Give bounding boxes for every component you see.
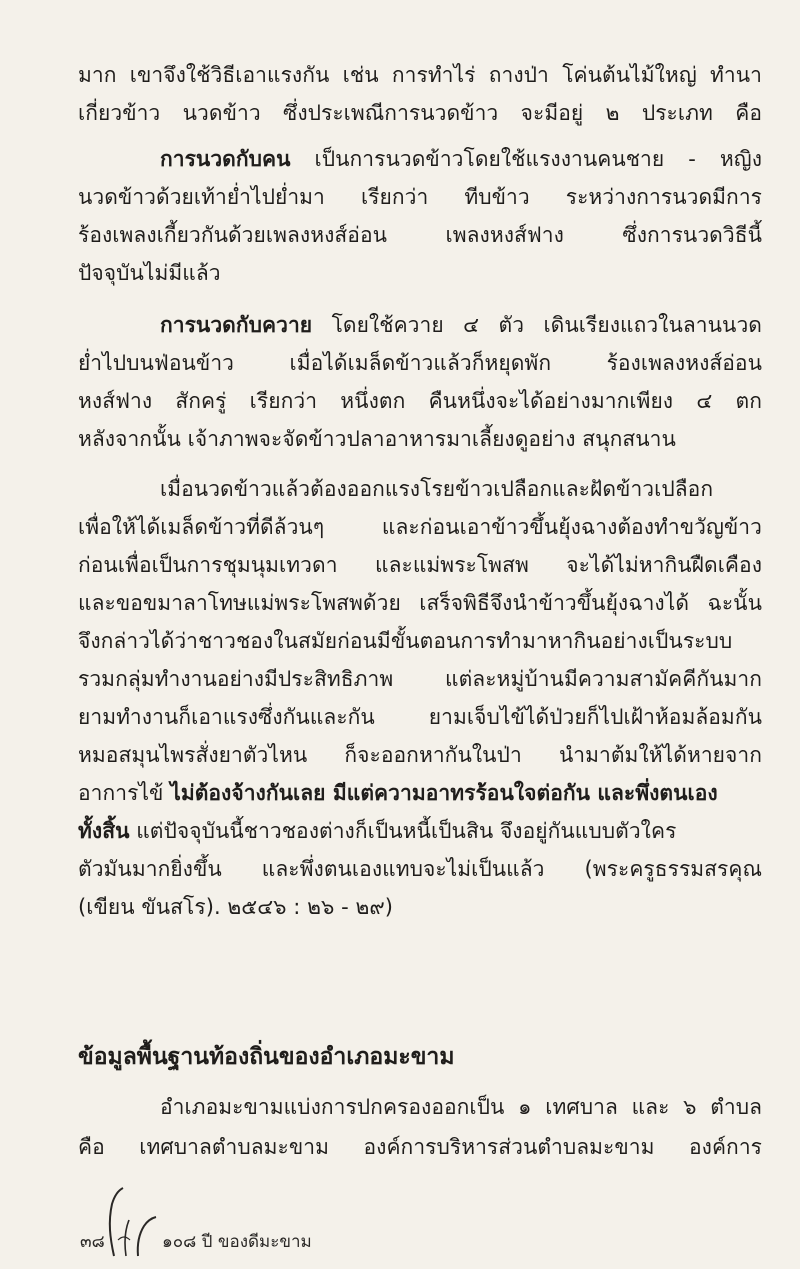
text-line: ตัวมันมากยิ่งขึ้น และพึ่งตนเองแทบจะไม่เป็นแล้ว (พระครูธรรมสรคุณ <box>78 857 762 881</box>
text-line: ยามทำงานก็เอาแรงซึ่งกันและกัน ยามเจ็บไข้ได้ป่วยก็ไปเฝ้าห้อมล้อมกัน <box>78 705 762 729</box>
text-line: ร้องเพลงเกี้ยวกันด้วยเพลงหงส์อ่อน เพลงหงส์ฟาง ซึ่งการนวดวิธีนี้ <box>78 223 762 247</box>
text-line: หลังจากนั้น เจ้าภาพจะจัดข้าวปลาอาหารมาเลี้ยงดูอย่าง สนุกสนาน <box>78 427 676 451</box>
text-span: อาการไข้ <box>78 781 164 805</box>
page-footer <box>0 1222 800 1262</box>
page-number: ๓๘ <box>80 1232 105 1252</box>
book-title: ๑๐๘ ปี ของดีมะขาม <box>162 1232 312 1252</box>
text-span: แต่ปัจจุบันนี้ชาวชองต่างก็เป็นหนี้เป็นสิน จึงอยู่กันแบบตัวใคร <box>136 819 677 843</box>
bold-text: ไม่ต้องจ้างกันเลย มีแต่ความอาทรร้อนใจต่อกัน และพึ่งตนเอง <box>170 781 718 805</box>
text-line: หมอสมุนไพรสั่งยาตัวไหน ก็จะออกหากันในป่า นำมาต้มให้ได้หายจาก <box>78 743 762 767</box>
text-line: นวดข้าวด้วยเท้าย่ำไปย่ำมา เรียกว่า ทีบข้าว ระหว่างการนวดมีการ <box>78 185 762 209</box>
text-line <box>78 780 762 806</box>
text-line: และขอขมาลาโทษแม่พระโพสพด้วย เสร็จพิธีจึงนำข้าวขึ้นยุ้งฉางได้ ฉะนั้น <box>78 591 762 615</box>
tamarind-ornament-icon <box>104 1186 164 1258</box>
text-line: อำเภอมะขามแบ่งการปกครองออกเป็น ๑ เทศบาล และ ๖ ตำบล <box>160 1095 762 1119</box>
text-line: ปัจจุบันไม่มีแล้ว <box>78 261 221 285</box>
text-line: ย่ำไปบนฟ่อนข้าว เมื่อได้เมล็ดข้าวแล้วก็หยุดพัก ร้องเพลงหงส์อ่อน <box>78 351 762 375</box>
text-line: เพื่อให้ได้เมล็ดข้าวที่ดีล้วนๆ และก่อนเอาข้าวขึ้นยุ้งฉางต้องทำขวัญข้าว <box>78 515 762 539</box>
text-line: (เขียน ขันสโร). ๒๕๔๖ : ๒๖ - ๒๙) <box>78 895 394 919</box>
text-line: จึงกล่าวได้ว่าชาวชองในสมัยก่อนมีขั้นตอนการทำมาหากินอย่างเป็นระบบ <box>78 629 733 653</box>
text-line <box>160 312 762 338</box>
text-line: ก่อนเพื่อเป็นการชุมนุมเทวดา และแม่พระโพสพ จะได้ไม่หากินฝืดเคือง <box>78 553 762 577</box>
bold-term: การนวดกับควาย <box>160 313 313 337</box>
text-line: มาก เขาจึงใช้วิธีเอาแรงกัน เช่น การทำไร่ ถางป่า โค่นต้นไม้ใหญ่ ทำนา <box>78 63 762 87</box>
text-line <box>78 818 762 844</box>
text-span: เป็นการนวดข้าวโดยใช้แรงงานคนชาย - หญิง <box>314 147 762 171</box>
text-line: เมื่อนวดข้าวแล้วต้องออกแรงโรยข้าวเปลือกและฝัดข้าวเปลือก <box>160 477 714 501</box>
bold-text: ทั้งสิ้น <box>78 819 130 843</box>
section-heading: ข้อมูลพื้นฐานท้องถิ่นของอำเภอมะขาม <box>78 1044 455 1070</box>
text-line: เกี่ยวข้าว นวดข้าว ซึ่งประเพณีการนวดข้าว จะมีอยู่ ๒ ประเภท คือ <box>78 101 762 125</box>
text-span: โดยใช้ควาย ๔ ตัว เดินเรียงแถวในลานนวด <box>331 313 762 337</box>
text-line <box>160 146 762 172</box>
text-line: คือ เทศบาลตำบลมะขาม องค์การบริหารส่วนตำบลมะขาม องค์การ <box>78 1135 762 1159</box>
text-line: หงส์ฟาง สักครู่ เรียกว่า หนึ่งตก คืนหนึ่งจะได้อย่างมากเพียง ๔ ตก <box>78 389 762 413</box>
text-line: รวมกลุ่มทำงานอย่างมีประสิทธิภาพ แต่ละหมู่บ้านมีความสามัคคีกันมาก <box>78 667 762 691</box>
bold-term: การนวดกับคน <box>160 147 291 171</box>
